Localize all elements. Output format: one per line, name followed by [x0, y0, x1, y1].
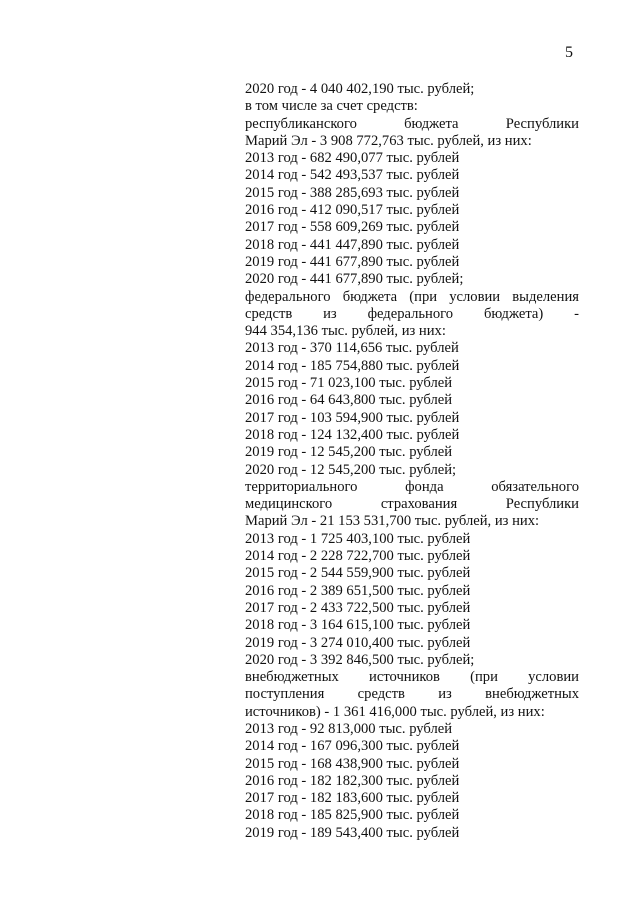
text-line: 2018 год - 124 132,400 тыс. рублей — [245, 426, 460, 443]
text-line-justified — [245, 669, 579, 686]
word: страхования — [380, 496, 458, 513]
text-line: 2016 год - 412 090,517 тыс. рублей — [245, 202, 460, 219]
text-line: 2014 год - 167 096,300 тыс. рублей — [245, 738, 460, 755]
word: федерального — [367, 305, 454, 322]
text-line: 2018 год - 3 164 615,100 тыс. рублей — [245, 617, 471, 634]
word: (при — [470, 669, 498, 686]
word: бюджета — [342, 288, 398, 305]
text-line: 2017 год - 182 183,600 тыс. рублей — [245, 790, 460, 807]
text-line: 2014 год - 2 228 722,700 тыс. рублей — [245, 548, 471, 565]
text-line: 2013 год - 92 813,000 тыс. рублей — [245, 720, 453, 737]
page-number: 5 — [565, 44, 573, 61]
text-line: 2015 год - 71 023,100 тыс. рублей — [245, 375, 453, 392]
text-line: 2018 год - 441 447,890 тыс. рублей — [245, 236, 460, 253]
text-line: 944 354,136 тыс. рублей, из них: — [245, 323, 446, 340]
text-line: 2019 год - 441 677,890 тыс. рублей — [245, 253, 460, 270]
text-line: 2017 год - 558 609,269 тыс. рублей — [245, 219, 460, 236]
text-line: в том числе за счет средств: — [245, 98, 418, 115]
text-line: 2013 год - 1 725 403,100 тыс. рублей — [245, 530, 471, 547]
text-line: 2019 год - 12 545,200 тыс. рублей — [245, 444, 453, 461]
text-line-justified — [245, 686, 579, 703]
text-line-justified — [245, 306, 579, 323]
word: средств — [357, 686, 405, 703]
text-line: 2013 год - 682 490,077 тыс. рублей — [245, 150, 460, 167]
word: из — [438, 686, 452, 703]
text-line: 2020 год - 12 545,200 тыс. рублей; — [245, 461, 457, 478]
word: условии — [528, 669, 579, 686]
word: территориального — [245, 478, 358, 495]
text-line: Марий Эл - 21 153 531,700 тыс. рублей, из них: — [245, 513, 540, 530]
word: поступления — [245, 686, 325, 703]
text-line-justified — [245, 289, 579, 306]
word: - — [574, 305, 579, 322]
text-line: 2018 год - 185 825,900 тыс. рублей — [245, 807, 460, 824]
word: внебюджетных — [485, 686, 579, 703]
text-line: 2015 год - 388 285,693 тыс. рублей — [245, 184, 460, 201]
text-line: 2019 год - 3 274 010,400 тыс. рублей — [245, 634, 471, 651]
text-line: Марий Эл - 3 908 772,763 тыс. рублей, из них: — [245, 132, 532, 149]
text-line: 2016 год - 182 182,300 тыс. рублей — [245, 772, 460, 789]
text-line: 2016 год - 2 389 651,500 тыс. рублей — [245, 582, 471, 599]
text-line: 2017 год - 2 433 722,500 тыс. рублей — [245, 599, 471, 616]
text-line: 2015 год - 168 438,900 тыс. рублей — [245, 755, 460, 772]
word: источников — [369, 669, 440, 686]
text-line: 2016 год - 64 643,800 тыс. рублей — [245, 392, 453, 409]
text-line-justified — [245, 116, 579, 133]
word: медицинского — [245, 496, 333, 513]
word: Республики — [505, 115, 579, 132]
word: выделения — [512, 288, 579, 305]
word: Республики — [505, 496, 579, 513]
word: федерального — [245, 288, 331, 305]
word: условии — [449, 288, 501, 305]
word: внебюджетных — [245, 669, 339, 686]
text-line: 2014 год - 542 493,537 тыс. рублей — [245, 167, 460, 184]
document-body — [245, 81, 579, 842]
text-line: 2019 год - 189 543,400 тыс. рублей — [245, 824, 460, 841]
word: средств — [245, 305, 293, 322]
text-line: 2020 год - 3 392 846,500 тыс. рублей; — [245, 651, 475, 668]
word: фонда — [405, 478, 444, 495]
text-line: 2020 год - 4 040 402,190 тыс. рублей; — [245, 81, 475, 97]
word: из — [323, 305, 337, 322]
word: республиканского — [245, 115, 357, 132]
text-line-justified — [245, 479, 579, 496]
text-line: 2017 год - 103 594,900 тыс. рублей — [245, 409, 460, 426]
word: бюджета) — [483, 305, 544, 322]
text-line: 2013 год - 370 114,656 тыс. рублей — [245, 340, 459, 357]
word: обязательного — [491, 478, 579, 495]
text-line: источников) - 1 361 416,000 тыс. рублей, из них: — [245, 703, 545, 720]
text-line: 2020 год - 441 677,890 тыс. рублей; — [245, 271, 464, 288]
word: бюджета — [404, 115, 459, 132]
text-line: 2014 год - 185 754,880 тыс. рублей — [245, 357, 460, 374]
text-line: 2015 год - 2 544 559,900 тыс. рублей — [245, 565, 471, 582]
text-line-justified — [245, 496, 579, 513]
word: (при — [409, 288, 438, 305]
